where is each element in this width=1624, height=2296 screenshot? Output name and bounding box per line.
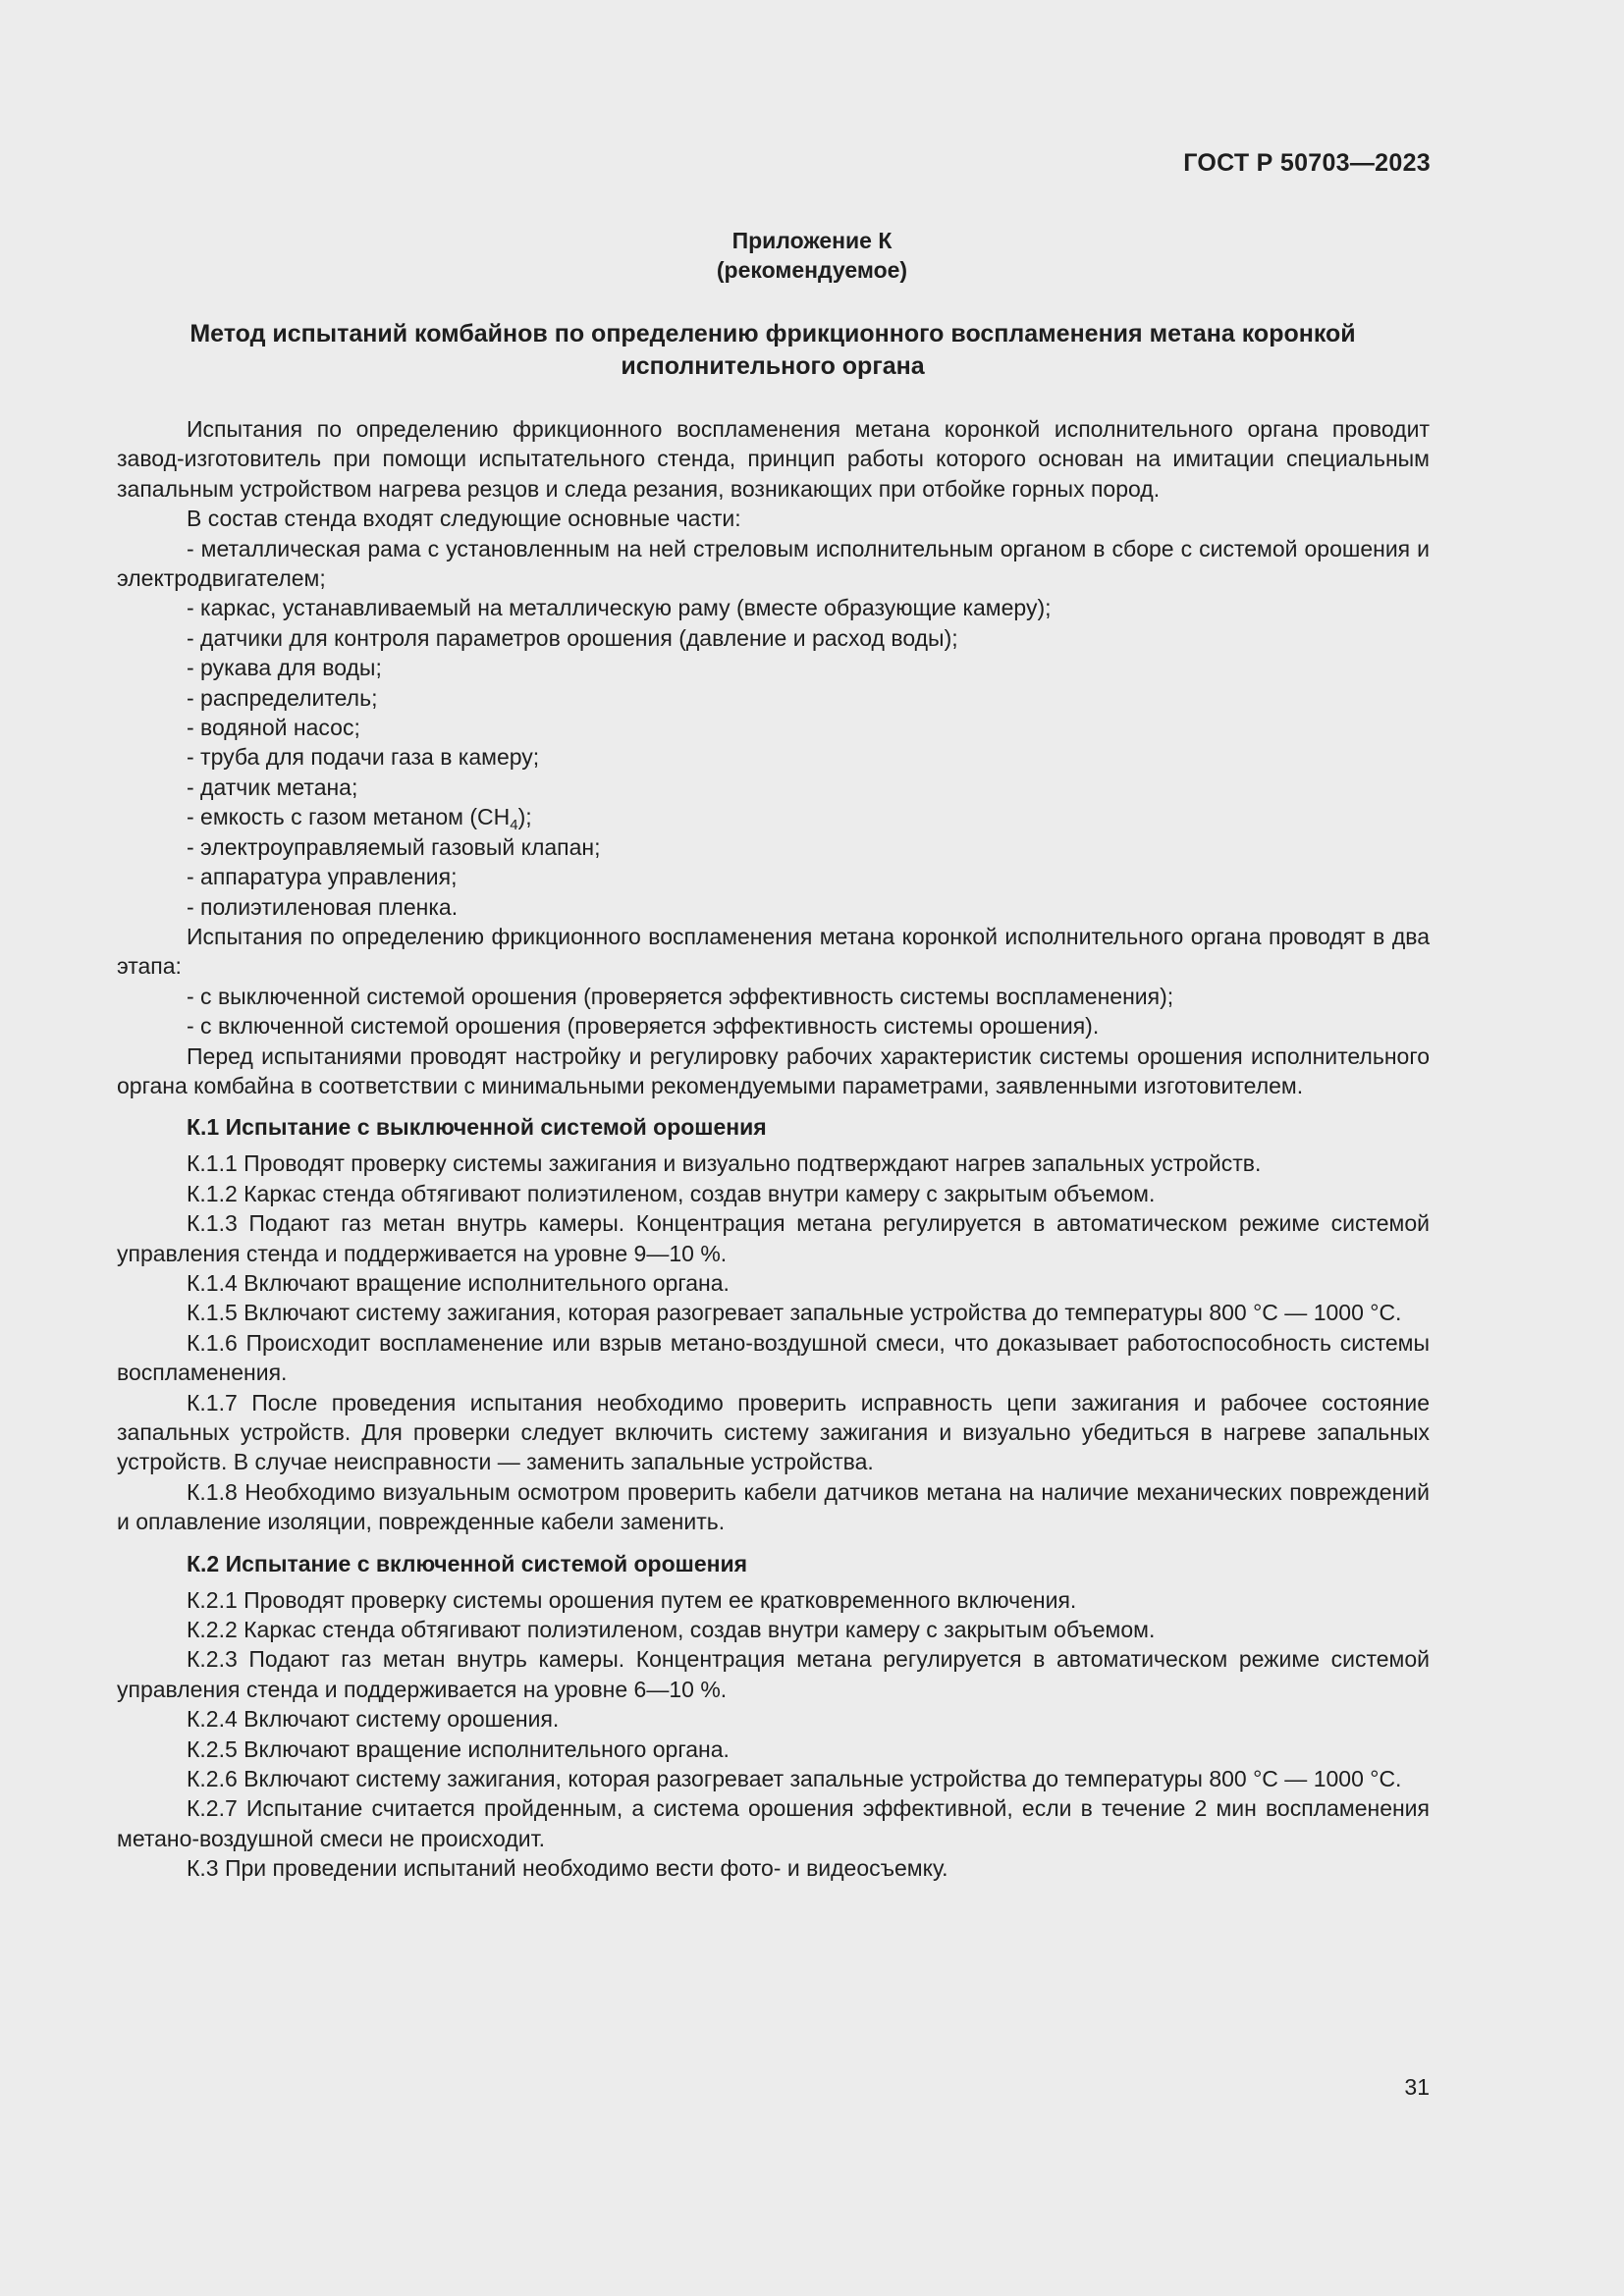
- clause-k1-5: К.1.5 Включают систему зажигания, которая разогревает запальные устройства до температуры 800 °C — 1000 °C.: [187, 1300, 1402, 1326]
- clause-k2-6: К.2.6 Включают систему зажигания, которая разогревает запальные устройства до температуры 800 °C — 1000 °C.: [187, 1766, 1402, 1792]
- methane-text: - емкость с газом метаном (CH: [187, 804, 511, 830]
- list-item: - датчик метана;: [187, 774, 358, 800]
- clause-k1-7: К.1.7 После проведения испытания необходимо проверить исправность цепи зажигания и рабочее состояние запальных устройств. Для проверки следует включить систему зажигания и визуально убедиться в нагреве запальных устройств. В случае неисправности — заменить запальные устройства.: [117, 1389, 1430, 1475]
- list-item: - водяной насос;: [187, 715, 360, 741]
- clause-k1-4: К.1.4 Включают вращение исполнительного органа.: [187, 1269, 730, 1296]
- annex-status: (рекомендуемое): [716, 257, 908, 283]
- document-body: [117, 414, 1430, 1884]
- list-item: - датчики для контроля параметров орошения (давление и расход воды);: [187, 624, 958, 651]
- list-item: - металлическая рама с установленным на ней стреловым исполнительным органом в сборе с системой орошения и электродвигателем;: [117, 535, 1430, 592]
- clause-k2-2: К.2.2 Каркас стенда обтягивают полиэтиленом, создав внутри камеру с закрытым объемом.: [187, 1617, 1156, 1643]
- list-item: - рукава для воды;: [187, 655, 382, 681]
- clause-k1-8: К.1.8 Необходимо визуальным осмотром проверить кабели датчиков метана на наличие механических повреждений и оплавление изоляции, поврежденные кабели заменить.: [117, 1478, 1430, 1535]
- list-item: - распределитель;: [187, 684, 378, 711]
- intro-paragraph: В состав стенда входят следующие основные части:: [187, 506, 741, 532]
- annex-heading: [0, 226, 1624, 285]
- clause-k2-1: К.2.1 Проводят проверку системы орошения путем ее кратковременного включения.: [187, 1586, 1077, 1613]
- page-number: 31: [1404, 2074, 1430, 2100]
- list-item: - с включенной системой орошения (проверяется эффективность системы орошения).: [187, 1013, 1100, 1040]
- intro-paragraph: Испытания по определению фрикционного воспламенения метана коронкой исполнительного органа проводят в два этапа:: [117, 923, 1430, 980]
- document-code: ГОСТ Р 50703—2023: [1183, 149, 1431, 177]
- methane-suffix: );: [517, 804, 532, 830]
- list-item: - труба для подачи газа в камеру;: [187, 744, 540, 771]
- list-item: - с выключенной системой орошения (проверяется эффективность системы воспламенения);: [187, 983, 1174, 1009]
- list-item: - аппаратура управления;: [187, 864, 458, 890]
- clause-k1-3: К.1.3 Подают газ метан внутрь камеры. Концентрация метана регулируется в автоматическом режиме системой управления стенда и поддерживается на уровне 9—10 %.: [117, 1210, 1430, 1266]
- clause-k1-6: К.1.6 Происходит воспламенение или взрыв метано-воздушной смеси, что доказывает работоспособность системы воспламенения.: [117, 1329, 1430, 1386]
- clause-k2-7: К.2.7 Испытание считается пройденным, а система орошения эффективной, если в течение 2 мин воспламенения метано-воздушной смеси не происходит.: [117, 1795, 1430, 1851]
- list-item: - электроуправляемый газовый клапан;: [187, 833, 601, 860]
- section-heading-k1: К.1 Испытание с выключенной системой орошения: [187, 1114, 767, 1141]
- clause-k2-4: К.2.4 Включают систему орошения.: [187, 1706, 560, 1733]
- clause-k1-1: К.1.1 Проводят проверку системы зажигания и визуально подтверждают нагрев запальных устройств.: [187, 1150, 1262, 1177]
- intro-paragraph: Перед испытаниями проводят настройку и регулировку рабочих характеристик системы орошения исполнительного органа комбайна в соответствии с минимальными рекомендуемыми параметрами, заявленными изготовителем.: [117, 1042, 1430, 1098]
- list-item-methane: [117, 802, 1430, 834]
- annex-title: Приложение К: [731, 228, 893, 253]
- clause-k3: К.3 При проведении испытаний необходимо вести фото- и видеосъемку.: [187, 1855, 948, 1882]
- list-item: - каркас, устанавливаемый на металлическую раму (вместе образующие камеру);: [187, 595, 1052, 621]
- section-heading-k2: К.2 Испытание с включенной системой орошения: [187, 1550, 748, 1576]
- list-item: - полиэтиленовая пленка.: [187, 893, 459, 920]
- clause-k2-5: К.2.5 Включают вращение исполнительного органа.: [187, 1735, 730, 1762]
- main-title: Метод испытаний комбайнов по определению фрикционного воспламенения метана коронкой исполнительного органа: [189, 320, 1356, 380]
- clause-k2-3: К.2.3 Подают газ метан внутрь камеры. Концентрация метана регулируется в автоматическом режиме системой управления стенда и поддерживается на уровне 6—10 %.: [117, 1646, 1430, 1702]
- methane-subscript: 4: [510, 817, 518, 834]
- clause-k1-2: К.1.2 Каркас стенда обтягивают полиэтиленом, создав внутри камеру с закрытым объемом.: [187, 1180, 1156, 1206]
- intro-paragraph: Испытания по определению фрикционного воспламенения метана коронкой исполнительного органа проводит завод-изготовитель при помощи испытательного стенда, принцип работы которого основан на имитации специальным запальным устройством нагрева резцов и следа резания, возникающих при отбойке горных пород.: [117, 416, 1430, 502]
